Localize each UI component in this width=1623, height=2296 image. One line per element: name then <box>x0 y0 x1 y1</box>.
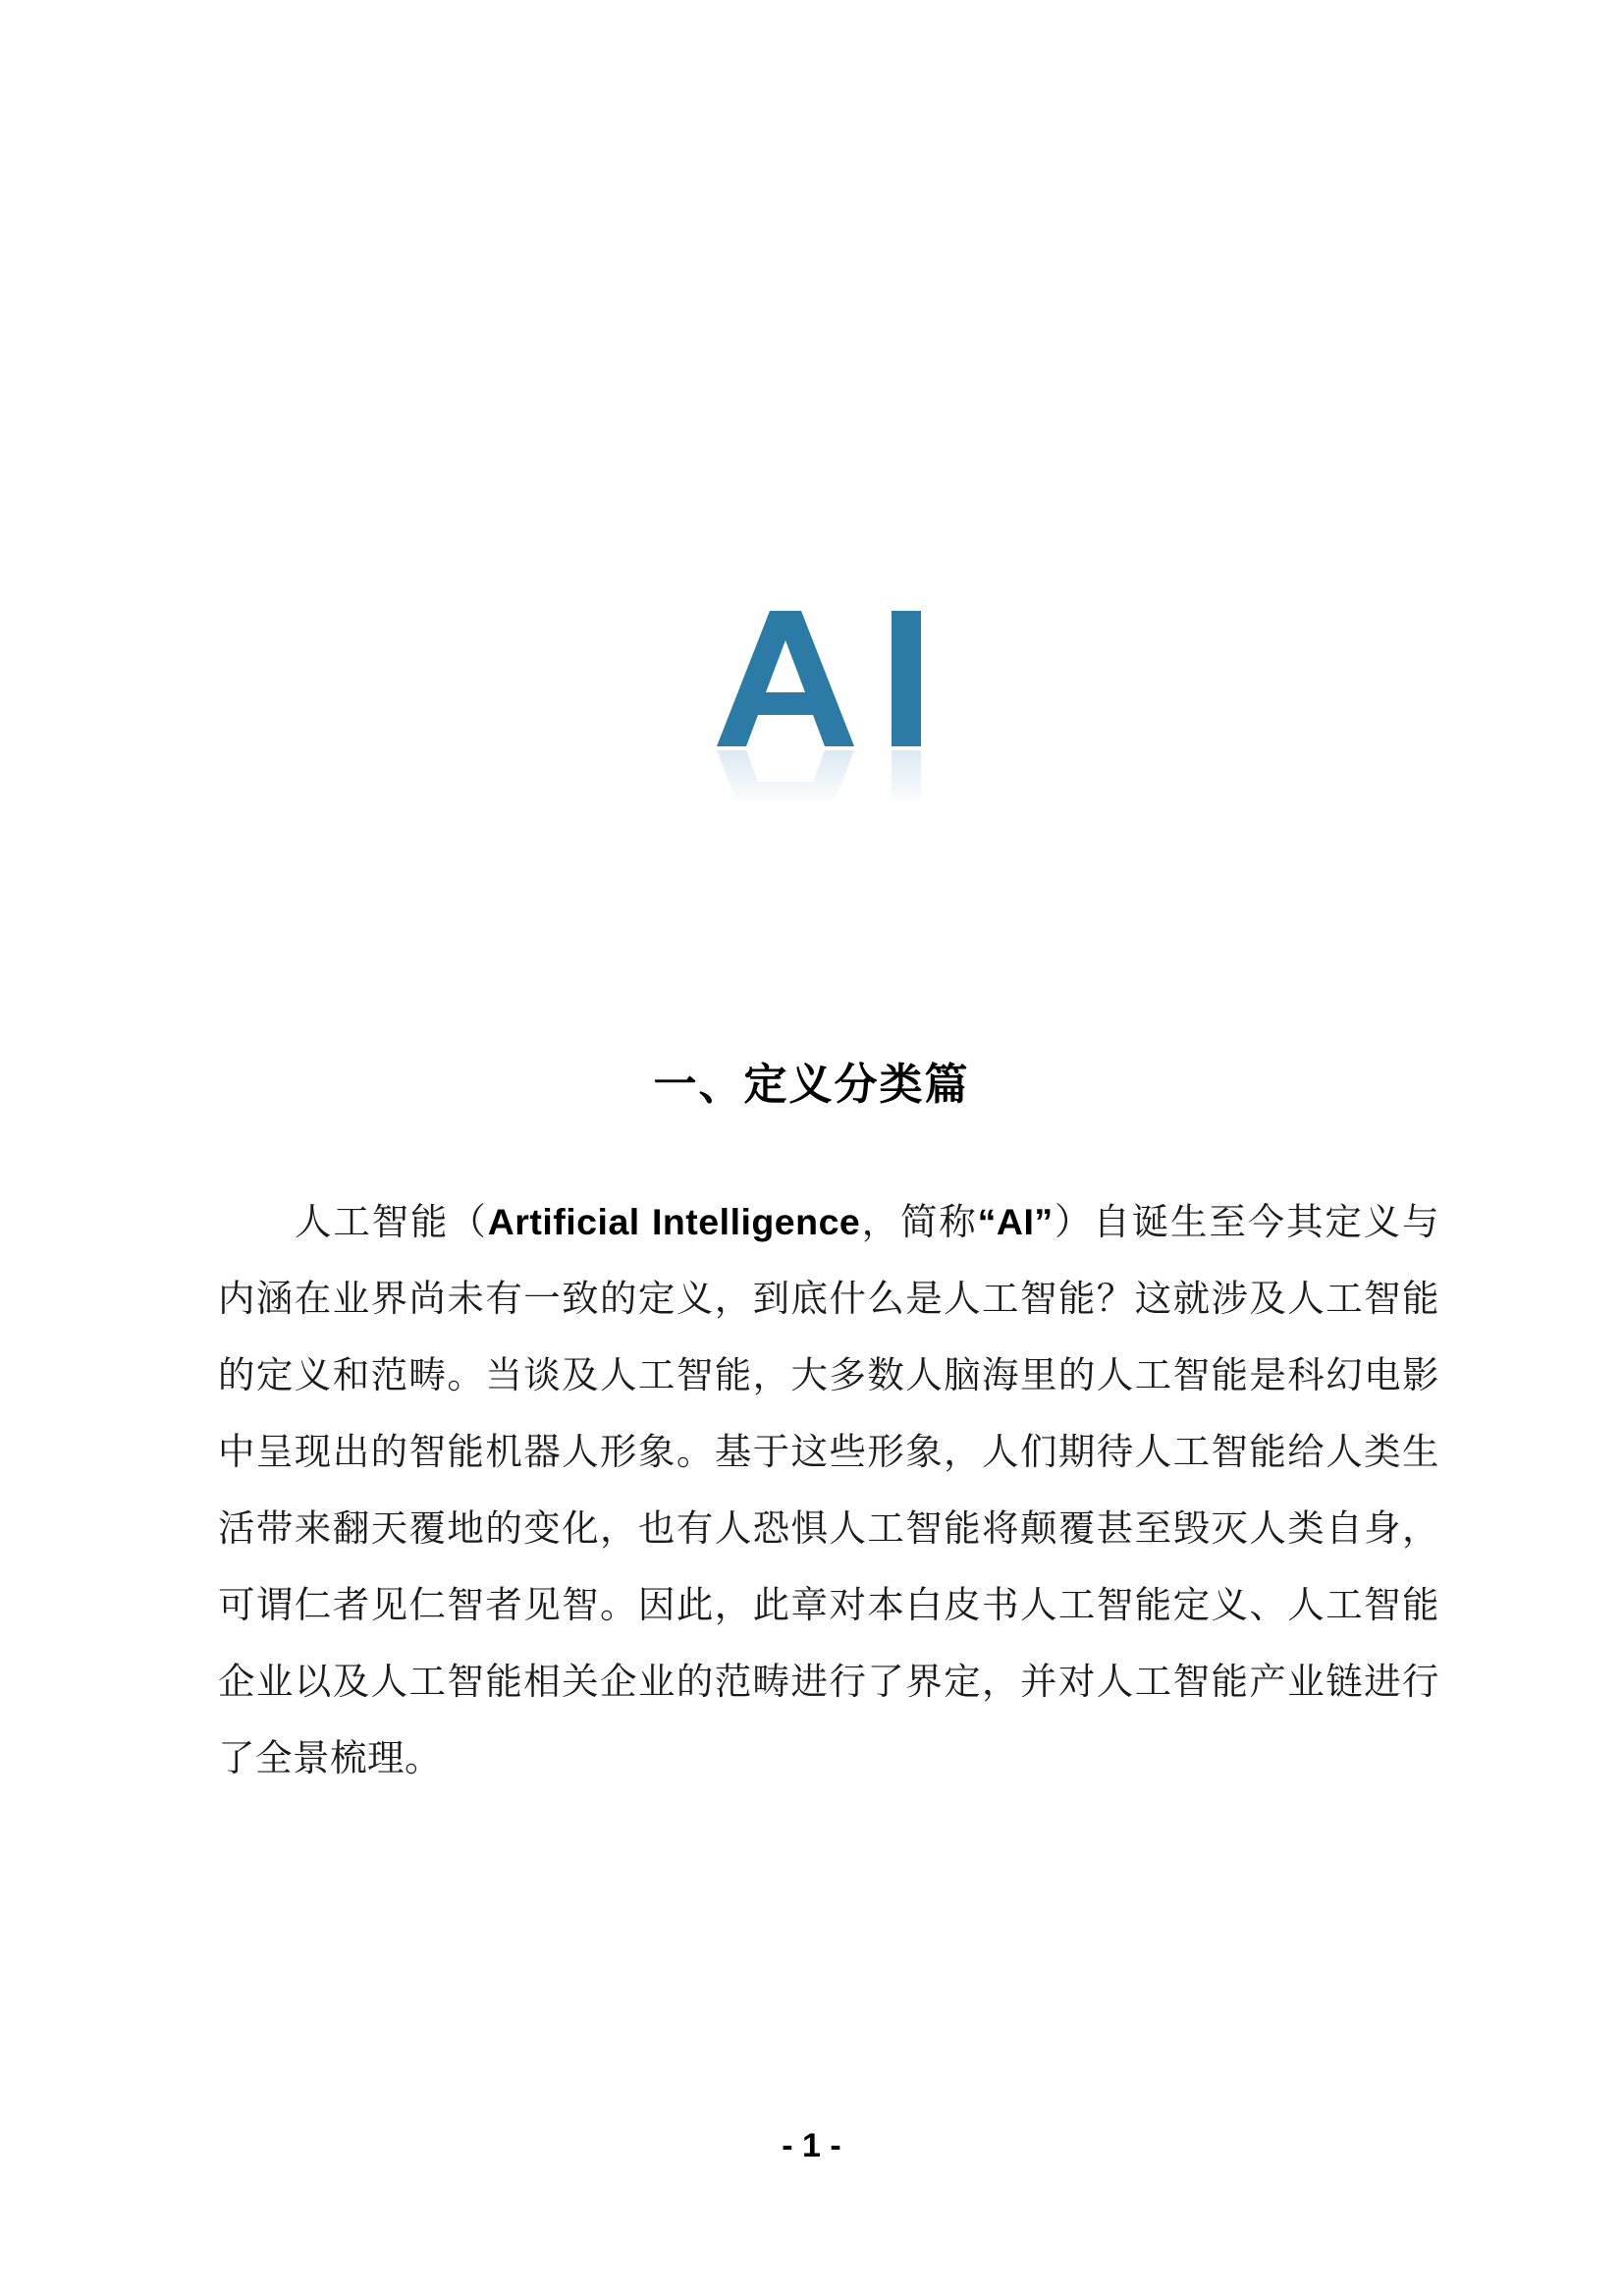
intro-lead: 人工智能（ <box>295 1200 488 1243</box>
chapter-title: 一、定义分类篇 <box>653 1060 970 1110</box>
page-number: - 1 - <box>782 2127 841 2164</box>
ai-logo-letters <box>717 611 921 746</box>
intro-paragraph <box>218 1183 1439 1796</box>
intro-middle: ，简称 <box>860 1200 978 1243</box>
term-full: Artificial Intelligence <box>487 1201 861 1242</box>
ai-logo-graphic <box>687 599 952 835</box>
term-abbr: “AI” <box>977 1201 1054 1242</box>
intro-body: ）自诞生至今其定义与内涵在业界尚未有一致的定义，到底什么是人工智能？这就涉及人工智能的定义和范畴。当谈及人工智能，大多数人脑海里的人工智能是科幻电影中呈现出的智能机器人形象。基于这些形象，人们期待人工智能给人类生活带来翻天覆地的变化，也有人恐惧人工智能将颠覆甚至毁灭人类自身，可谓仁者见仁智者见智。因此，此章对本白皮书人工智能定义、人工智能企业以及人工智能相关企业的范畴进行了界定，并对人工智能产业链进行了全景梳理。 <box>218 1200 1440 1779</box>
ai-logo <box>687 599 952 835</box>
